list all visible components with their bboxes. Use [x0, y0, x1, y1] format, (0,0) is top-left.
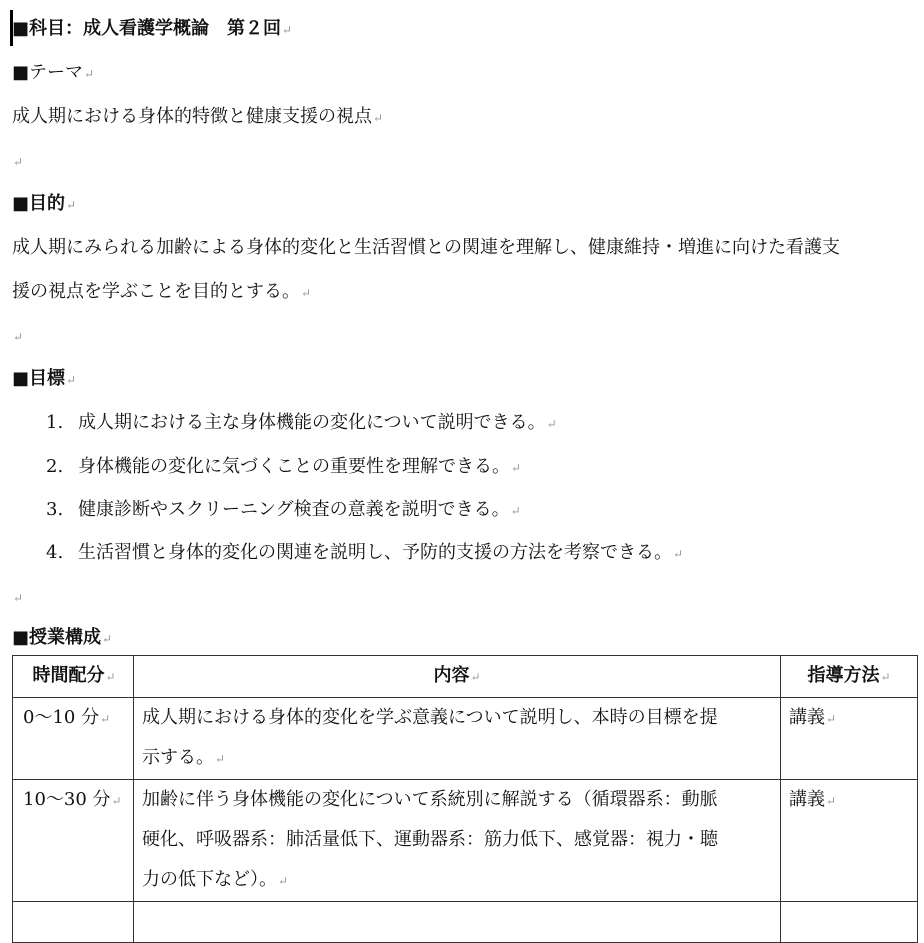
empty-paragraph — [12, 325, 23, 348]
paragraph-mark: ↵ — [84, 67, 95, 81]
cell-content: 成人期における身体的変化を学ぶ意義について説明し、本時の目標を提 示する。↵ — [134, 698, 781, 780]
paragraph-mark: ↵ — [826, 794, 837, 808]
paragraph-mark: ↵ — [105, 670, 116, 684]
header-time: 時間配分↵ — [13, 656, 134, 698]
paragraph-mark: ↵ — [102, 632, 113, 646]
paragraph-mark: ↵ — [470, 670, 481, 684]
header-content: 内容↵ — [134, 656, 781, 698]
paragraph-mark: ↵ — [546, 417, 557, 431]
paragraph-mark: ↵ — [880, 670, 891, 684]
paragraph-mark: ↵ — [282, 23, 293, 37]
paragraph-mark: ↵ — [278, 874, 289, 888]
document-page — [12, 0, 924, 924]
cell-time: 0～10 分↵ — [13, 698, 134, 780]
goal-item-2: 2. 身体機能の変化に気づくことの重要性を理解できる。↵ — [46, 456, 522, 477]
goals-label: ■目標↵ — [12, 368, 77, 389]
course-title: ■科目：成人看護学概論 第２回↵ — [12, 18, 293, 39]
table-row — [13, 780, 918, 902]
cell-content: 加齢に伴う身体機能の変化について系統別に解説する（循環器系：動脈 硬化、呼吸器系：肺活量低下、運動器系：筋力低下、感覚器：視力・聴 力の低下など）。↵ — [134, 780, 781, 902]
lesson-structure-table — [12, 655, 918, 943]
table-row — [13, 698, 918, 780]
cell-method: 講義↵ — [781, 698, 918, 780]
paragraph-mark: ↵ — [13, 591, 24, 605]
theme-text: 成人期における身体的特徴と健康支援の視点↵ — [12, 106, 384, 127]
structure-label: ■授業構成↵ — [12, 627, 113, 648]
purpose-line-1: 成人期にみられる加齢による身体的変化と生活習慣との関連を理解し、健康維持・増進に向けた看護支 — [12, 237, 840, 258]
purpose-line-2: 援の視点を学ぶことを目的とする。↵ — [12, 281, 312, 302]
paragraph-mark: ↵ — [111, 794, 122, 808]
table-row — [13, 902, 918, 943]
purpose-label: ■目的↵ — [12, 193, 77, 214]
goal-item-3: 3. 健康診断やスクリーニング検査の意義を説明できる。↵ — [46, 499, 521, 520]
paragraph-mark: ↵ — [673, 547, 684, 561]
paragraph-mark: ↵ — [826, 712, 837, 726]
paragraph-mark: ↵ — [510, 504, 521, 518]
paragraph-mark: ↵ — [66, 373, 77, 387]
paragraph-mark: ↵ — [373, 111, 384, 125]
cell-time: 10～30 分↵ — [13, 780, 134, 902]
paragraph-mark: ↵ — [100, 712, 111, 726]
paragraph-mark: ↵ — [13, 155, 24, 169]
goal-item-4: 4. 生活習慣と身体的変化の関連を説明し、予防的支援の方法を考察できる。↵ — [46, 542, 684, 563]
header-method: 指導方法↵ — [781, 656, 918, 698]
table-header-row — [13, 656, 918, 698]
paragraph-mark: ↵ — [301, 286, 312, 300]
paragraph-mark: ↵ — [66, 198, 77, 212]
theme-label: ■テーマ↵ — [12, 62, 95, 83]
goal-item-1: 1. 成人期における主な身体機能の変化について説明できる。↵ — [46, 412, 557, 433]
paragraph-mark: ↵ — [13, 330, 24, 344]
empty-paragraph — [12, 150, 23, 173]
paragraph-mark: ↵ — [511, 461, 522, 475]
cell-method: 講義↵ — [781, 780, 918, 902]
paragraph-mark: ↵ — [215, 752, 226, 766]
empty-paragraph — [12, 586, 23, 609]
